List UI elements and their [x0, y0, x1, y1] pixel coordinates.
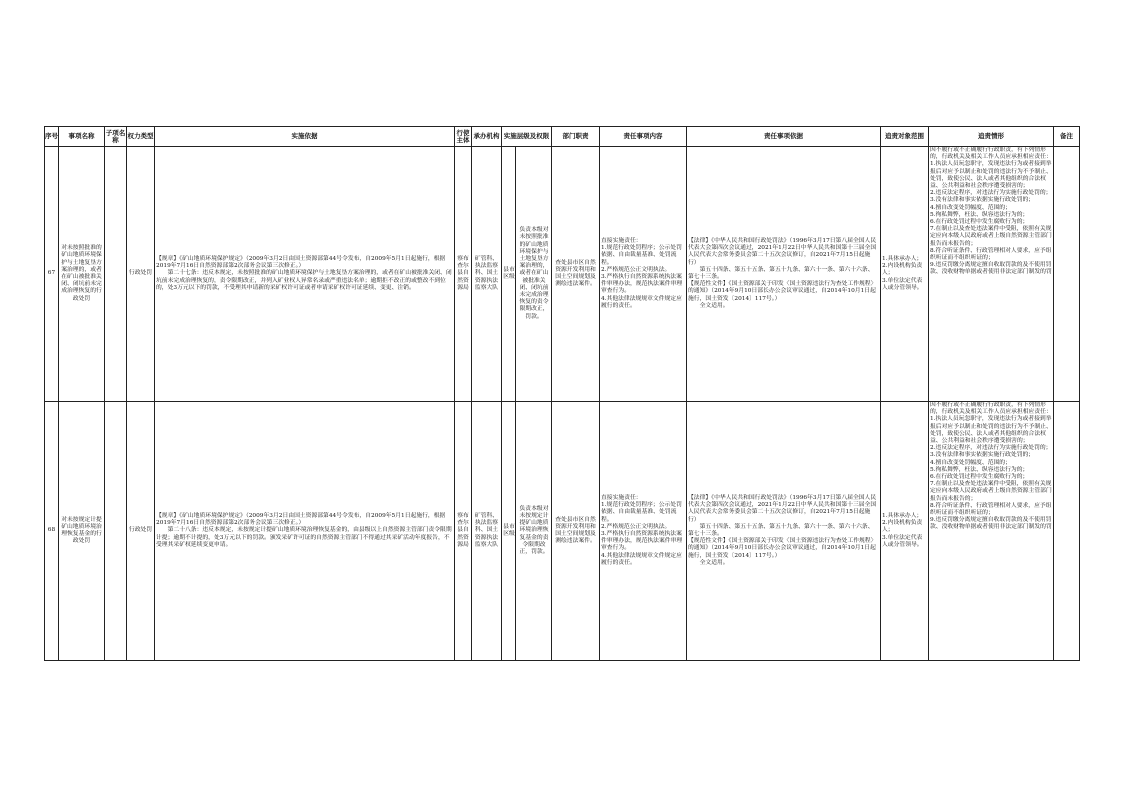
row-subject: 察布查尔县自然资源局 — [455, 402, 472, 661]
table-row — [45, 402, 1080, 661]
row-sub — [105, 147, 127, 402]
header-scope: 追责对象范围 — [881, 127, 929, 147]
header-no: 序号 — [45, 127, 59, 147]
row-no: 68 — [45, 402, 59, 661]
header-situations: 追责情形 — [929, 127, 1054, 147]
header-name: 事项名称 — [59, 127, 105, 147]
row-name: 对未按照批准的矿山地质环境保护与土地复垦方案治理的，或者在矿山被批准关闭、闭坑前未完成治理恢复的行政处罚 — [59, 147, 105, 402]
row-basis: 【规章】《矿山地质环境保护规定》（2009年3月2日由国土资源部第44号令发布，自2009年5月1日起施行，根据2019年7月16日自然资源部第2次部务会议第三次修正。） 第二十八条：违反本规定，未按规定计提矿山地质环境治理恢复基金的，由县级以上自然资源主管部门责令限期计提；逾期不计提的，处3万元以下的罚款。颁发采矿许可证的自然资源主管部门不得通过其采矿活动年度报告，不受理其采矿权延续变更申请。 — [155, 402, 455, 661]
row-type: 行政处罚 — [127, 147, 155, 402]
power-list-table — [44, 126, 1080, 661]
row-scope: 1.具体承办人； 2.内设机构负责人； 3.单位法定代表人或分管领导。 — [881, 402, 929, 661]
row-dept-duty: 查处县市区自然资源开发利用和国土空间规划及测绘违法案件。 — [552, 147, 600, 402]
header-sub: 子项名称 — [105, 127, 127, 147]
row-remark — [1054, 147, 1080, 402]
row-content: 直接实施责任： 1.规范行政处罚程序；公示处罚依据、自由裁量基准、处罚流程。 2.严格规范公正文明执法。 3.严格执行自然资源系统执法案件审理办法，规范执法案件审理审查行为。 4.其他法律法规规章文件规定应履行的责任。 — [600, 147, 687, 402]
row-subject: 察布查尔县自然资源局 — [455, 147, 472, 402]
table-row — [45, 147, 1080, 402]
row-level: 县市区级 负责本级对未按照批准的矿山地质环境保护与土地复垦方案治理的，或者在矿山被批准关闭、闭坑前未完成治理恢复的责令限期改正，罚款。 — [502, 147, 552, 402]
header-subject: 行使主体 — [455, 127, 472, 147]
row-situations: 因不履行或不正确履行行政职责，有下列情形的，行政机关及相关工作人员应承担相应责任： 1.执法人员玩忽职守，发现违法行为或者接到举报后对应予以制止和处罚的违法行为不予制止、处罚，致使公民、法人或者其他组织的合法权益、公共利益和社会秩序遭受损害的； 2.违反法定程序，对违法行为实施行政处罚的； 3.没有法律和事实依据实施行政处罚的； 4.擅自改变处罚幅度、范围的； 5.徇私舞弊，枉法、纵容违法行为的； 6.在行政处罚过程中发生腐败行为的； 7.在制止以及查处违法案件中受阻，依照有关规定应向本级人民政府或者上级自然资源主管部门报告而未报告的； 8.符合听证条件、行政管理相对人要求，应予组织听证而不组织听证的； 9.违反罚缴分离规定擅自收取罚款的及不使用罚款、没收财物单据或者使用非法定部门制发的罚 — [929, 402, 1054, 661]
header-row — [45, 127, 1080, 147]
row-situations: 因不履行或不正确履行行政职责，有下列情形的，行政机关及相关工作人员应承担相应责任： 1.执法人员玩忽职守，发现违法行为或者接到举报后对应予以制止和处罚的违法行为不予制止、处罚，致使公民、法人或者其他组织的合法权益、公共利益和社会秩序遭受损害的； 2.违反法定程序，对违法行为实施行政处罚的； 3.没有法律和事实依据实施行政处罚的； 4.擅自改变处罚幅度、范围的； 5.徇私舞弊，枉法、纵容违法行为的； 6.在行政处罚过程中发生腐败行为的； 7.在制止以及查处违法案件中受阻，依照有关规定应向本级人民政府或者上级自然资源主管部门报告而未报告的； 8.符合听证条件、行政管理相对人要求，应予组织听证而不组织听证的； 9.违反罚缴分离规定擅自收取罚款的及不使用罚款、没收财物单据或者使用非法定部门制发的罚 — [929, 147, 1054, 402]
header-basis: 实施依据 — [155, 127, 455, 147]
row-dept-duty: 查处县市区自然资源开发利用和国土空间规划及测绘违法案件。 — [552, 402, 600, 661]
row-content: 直接实施责任： 1.规范行政处罚程序；公示处罚依据、自由裁量基准、处罚流程。 2.严格规范公正文明执法。 3.严格执行自然资源系统执法案件审理办法，规范执法案件审理审查行为。 4.其他法律法规规章文件规定应履行的责任。 — [600, 402, 687, 661]
row-sub — [105, 402, 127, 661]
row-content-basis: 【法律】《中华人民共和国行政处罚法》（1996年3月17日第八届全国人民代表大会第四次会议通过，2021年1月22日中华人民共和国第十三届全国人民代表大会常务委员会第二十五次会议修订，自2021年7月15日起施行） 第五十四条、第五十五条、第五十九条、第六十一条、第六十六条、第七十三条。 【规范性文件】《国土资源部关于印发〈国土资源违法行为查处工作规程〉的通知》（2014年9月10日部长办公会议审议通过，自2014年10月1日起施行，国土资发〔2014〕117号。） 全文适用。 — [687, 147, 881, 402]
row-content-basis: 【法律】《中华人民共和国行政处罚法》（1996年3月17日第八届全国人民代表大会第四次会议通过，2021年1月22日中华人民共和国第十三届全国人民代表大会常务委员会第二十五次会议修订，自2021年7月15日起施行） 第五十四条、第五十五条、第五十九条、第六十一条、第六十六条、第七十三条。 【规范性文件】《国土资源部关于印发〈国土资源违法行为查处工作规程〉的通知》（2014年9月10日部长办公会议审议通过，自2014年10月1日起施行，国土资发〔2014〕117号。） 全文适用。 — [687, 402, 881, 661]
header-remark: 备注 — [1054, 127, 1080, 147]
header-content: 责任事项内容 — [600, 127, 687, 147]
header-agency: 承办机构 — [472, 127, 502, 147]
header-dept-duty: 部门职责 — [552, 127, 600, 147]
row-name: 对未按规定计提矿山地质环境治理恢复基金的行政处罚 — [59, 402, 105, 661]
row-scope: 1.具体承办人； 2.内设机构负责人； 3.单位法定代表人或分管领导。 — [881, 147, 929, 402]
row-type: 行政处罚 — [127, 402, 155, 661]
row-level: 县市区级 负责本级对未按规定计提矿山地质环境治理恢复基金的责令限期改正，罚款。 — [502, 402, 552, 661]
row-remark — [1054, 402, 1080, 661]
header-type: 权力类型 — [127, 127, 155, 147]
row-no: 67 — [45, 147, 59, 402]
row-basis: 【规章】《矿山地质环境保护规定》（2009年3月2日由国土资源部第44号令发布，自2009年5月1日起施行，根据2019年7月16日自然资源部第2次部务会议第三次修正。） 第二十七条：违反本规定，未按照批准的矿山地质环境保护与土地复垦方案治理的，或者在矿山被批准关闭、闭坑前未完成治理恢复的，责令限期改正，并列入矿业权人异常名录或严重违法名单；逾期拒不改正的或整改不到位的，处3万元以下的罚款，不受理其申请新的采矿权许可证或者申请采矿权许可证延续、变更、注销。 — [155, 147, 455, 402]
row-agency: 矿管科、执法监察科、国土资源执法监察大队 — [472, 402, 502, 661]
header-level: 实施层级及权限 — [502, 127, 552, 147]
row-agency: 矿管科、执法监察科、国土资源执法监察大队 — [472, 147, 502, 402]
header-content-basis: 责任事项依据 — [687, 127, 881, 147]
